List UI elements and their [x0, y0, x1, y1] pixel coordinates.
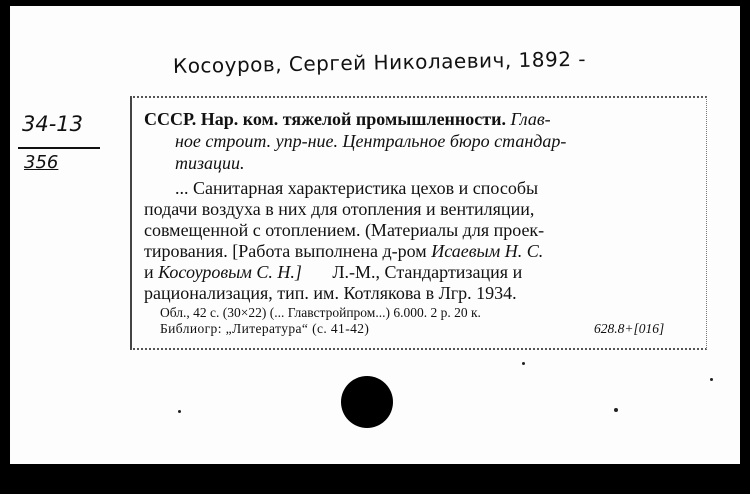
entry-line-1-italic: Глав- [510, 109, 551, 129]
physical-description: Обл., 42 с. (30×22) (... Главстройпром...) 6.000. 2 р. 20 к. [160, 305, 481, 320]
title-line-5 [144, 262, 522, 282]
entry-line-2: ное строит. упр-ние. Центральное бюро стандар- [175, 131, 567, 151]
speck [178, 410, 181, 413]
speck [522, 362, 525, 365]
title-line-1: ... Санитарная характеристика цехов и способы [175, 178, 539, 198]
entry-line-1 [144, 109, 551, 129]
publisher: Л.-М., Стандартизация и [332, 262, 523, 282]
imprint-line: рационализация, тип. им. Котлякова в Лгр. 1934. [144, 283, 517, 303]
bibliography-note: Библиогр: „Литература“ (с. 41-42) [160, 321, 370, 336]
title-line-4 [144, 241, 543, 261]
title-line-3: совмещенной с отоплением. (Материалы для проек- [144, 220, 545, 240]
udc-code: 628.8+[016] [594, 321, 665, 336]
author-kosourov: Косоуровым С. Н.] [158, 262, 302, 282]
author-isaev: Исаевым Н. С. [431, 241, 544, 261]
shelf-code: 356 [24, 152, 59, 173]
speck [710, 378, 713, 381]
title-line-2: подачи воздуха в них для отопления и вентиляции, [144, 199, 535, 219]
speck [614, 408, 618, 412]
author-heading: Косоуров, Сергей Николаевич, 1892 - [172, 46, 587, 78]
class-code: 34-13 [22, 112, 84, 136]
title-line-5-a: и [144, 262, 154, 282]
corporate-author: СССР. Нар. ком. тяжелой промышленности. [144, 109, 507, 129]
entry-line-3: тизации. [175, 153, 245, 173]
title-line-4-a: тирования. [Работа выполнена д-ром [144, 241, 427, 261]
catalog-card [10, 6, 740, 464]
code-divider [18, 147, 100, 149]
punch-hole [341, 376, 393, 428]
